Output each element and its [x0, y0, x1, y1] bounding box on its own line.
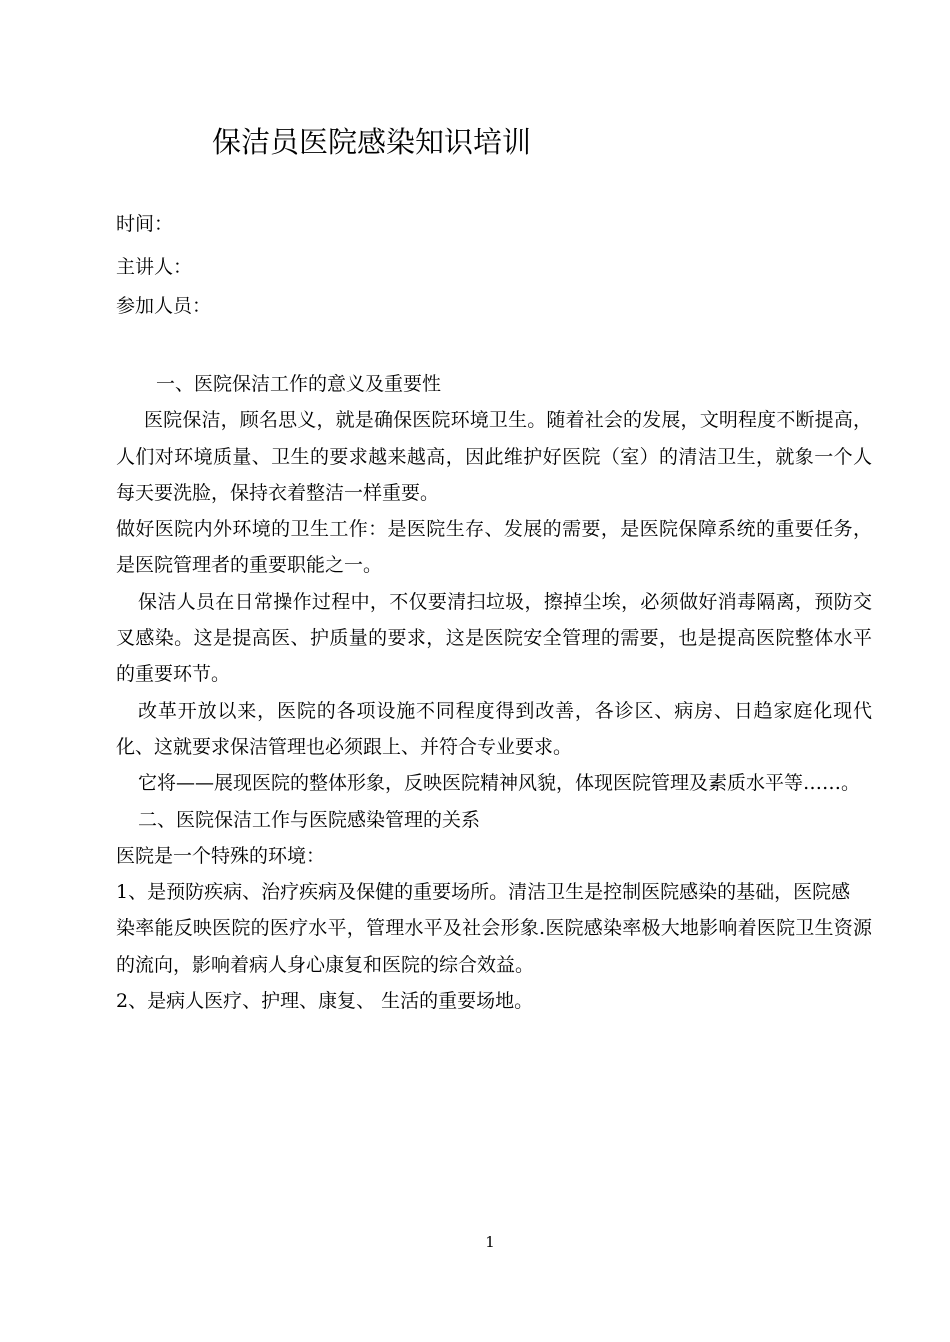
paragraph-intro: 医院保洁，顾名思义，就是确保医院环境卫生。随着社会的发展，文明程度不断提高，人们对环境质量、卫生的要求越来越高，因此维护好医院（室）的清洁卫生，就象一个人每天要洗脸，保持衣着整洁一样重要。 — [116, 409, 872, 504]
paragraph-special-environment: 医院是一个特殊的环境： — [116, 844, 326, 867]
document-body — [116, 366, 872, 1019]
meta-speaker-label: 主讲人： — [116, 256, 193, 278]
section-heading-2: 二、医院保洁工作与医院感染管理的关系 — [138, 808, 481, 831]
meta-attendees-label: 参加人员： — [116, 295, 212, 317]
paragraph-daily-work: 保洁人员在日常操作过程中，不仅要清扫垃圾，擦掉尘埃，必须做好消毒隔离，预防交叉感染。这是提高医、护质量的要求，这是医院安全管理的需要，也是提高医院整体水平的重要环节。 — [116, 590, 872, 686]
section-heading-1: 一、医院保洁工作的意义及重要性 — [156, 373, 442, 395]
meta-time-label: 时间： — [116, 213, 174, 235]
list-item-1a: 1、是预防疾病、治疗疾病及保健的重要场所。清洁卫生是控制医院感染的基础，医院感 — [116, 881, 851, 904]
paragraph-image: 它将——展现医院的整体形象，反映医院精神风貌，体现医院管理及素质水平等……。 — [138, 772, 861, 795]
paragraph-environment: 做好医院内外环境的卫生工作：是医院生存、发展的需要，是医院保障系统的重要任务，是医院管理者的重要职能之一。 — [116, 518, 872, 577]
list-item-1b: 染率能反映医院的医疗水平，管理水平及社会形象.医院感染率极大地影响着医院卫生资源的流向，影响着病人身心康复和医院的综合效益。 — [116, 917, 872, 976]
document-title: 保洁员医院感染知识培训 — [212, 125, 532, 159]
paragraph-reform: 改革开放以来，医院的各项设施不同程度得到改善，各诊区、病房、日趋家庭化现代化、这就要求保洁管理也必须跟上、并符合专业要求。 — [116, 699, 872, 758]
page-number: 1 — [485, 1233, 495, 1251]
list-item-2: 2、是病人医疗、护理、康复、 生活的重要场地。 — [116, 990, 534, 1013]
